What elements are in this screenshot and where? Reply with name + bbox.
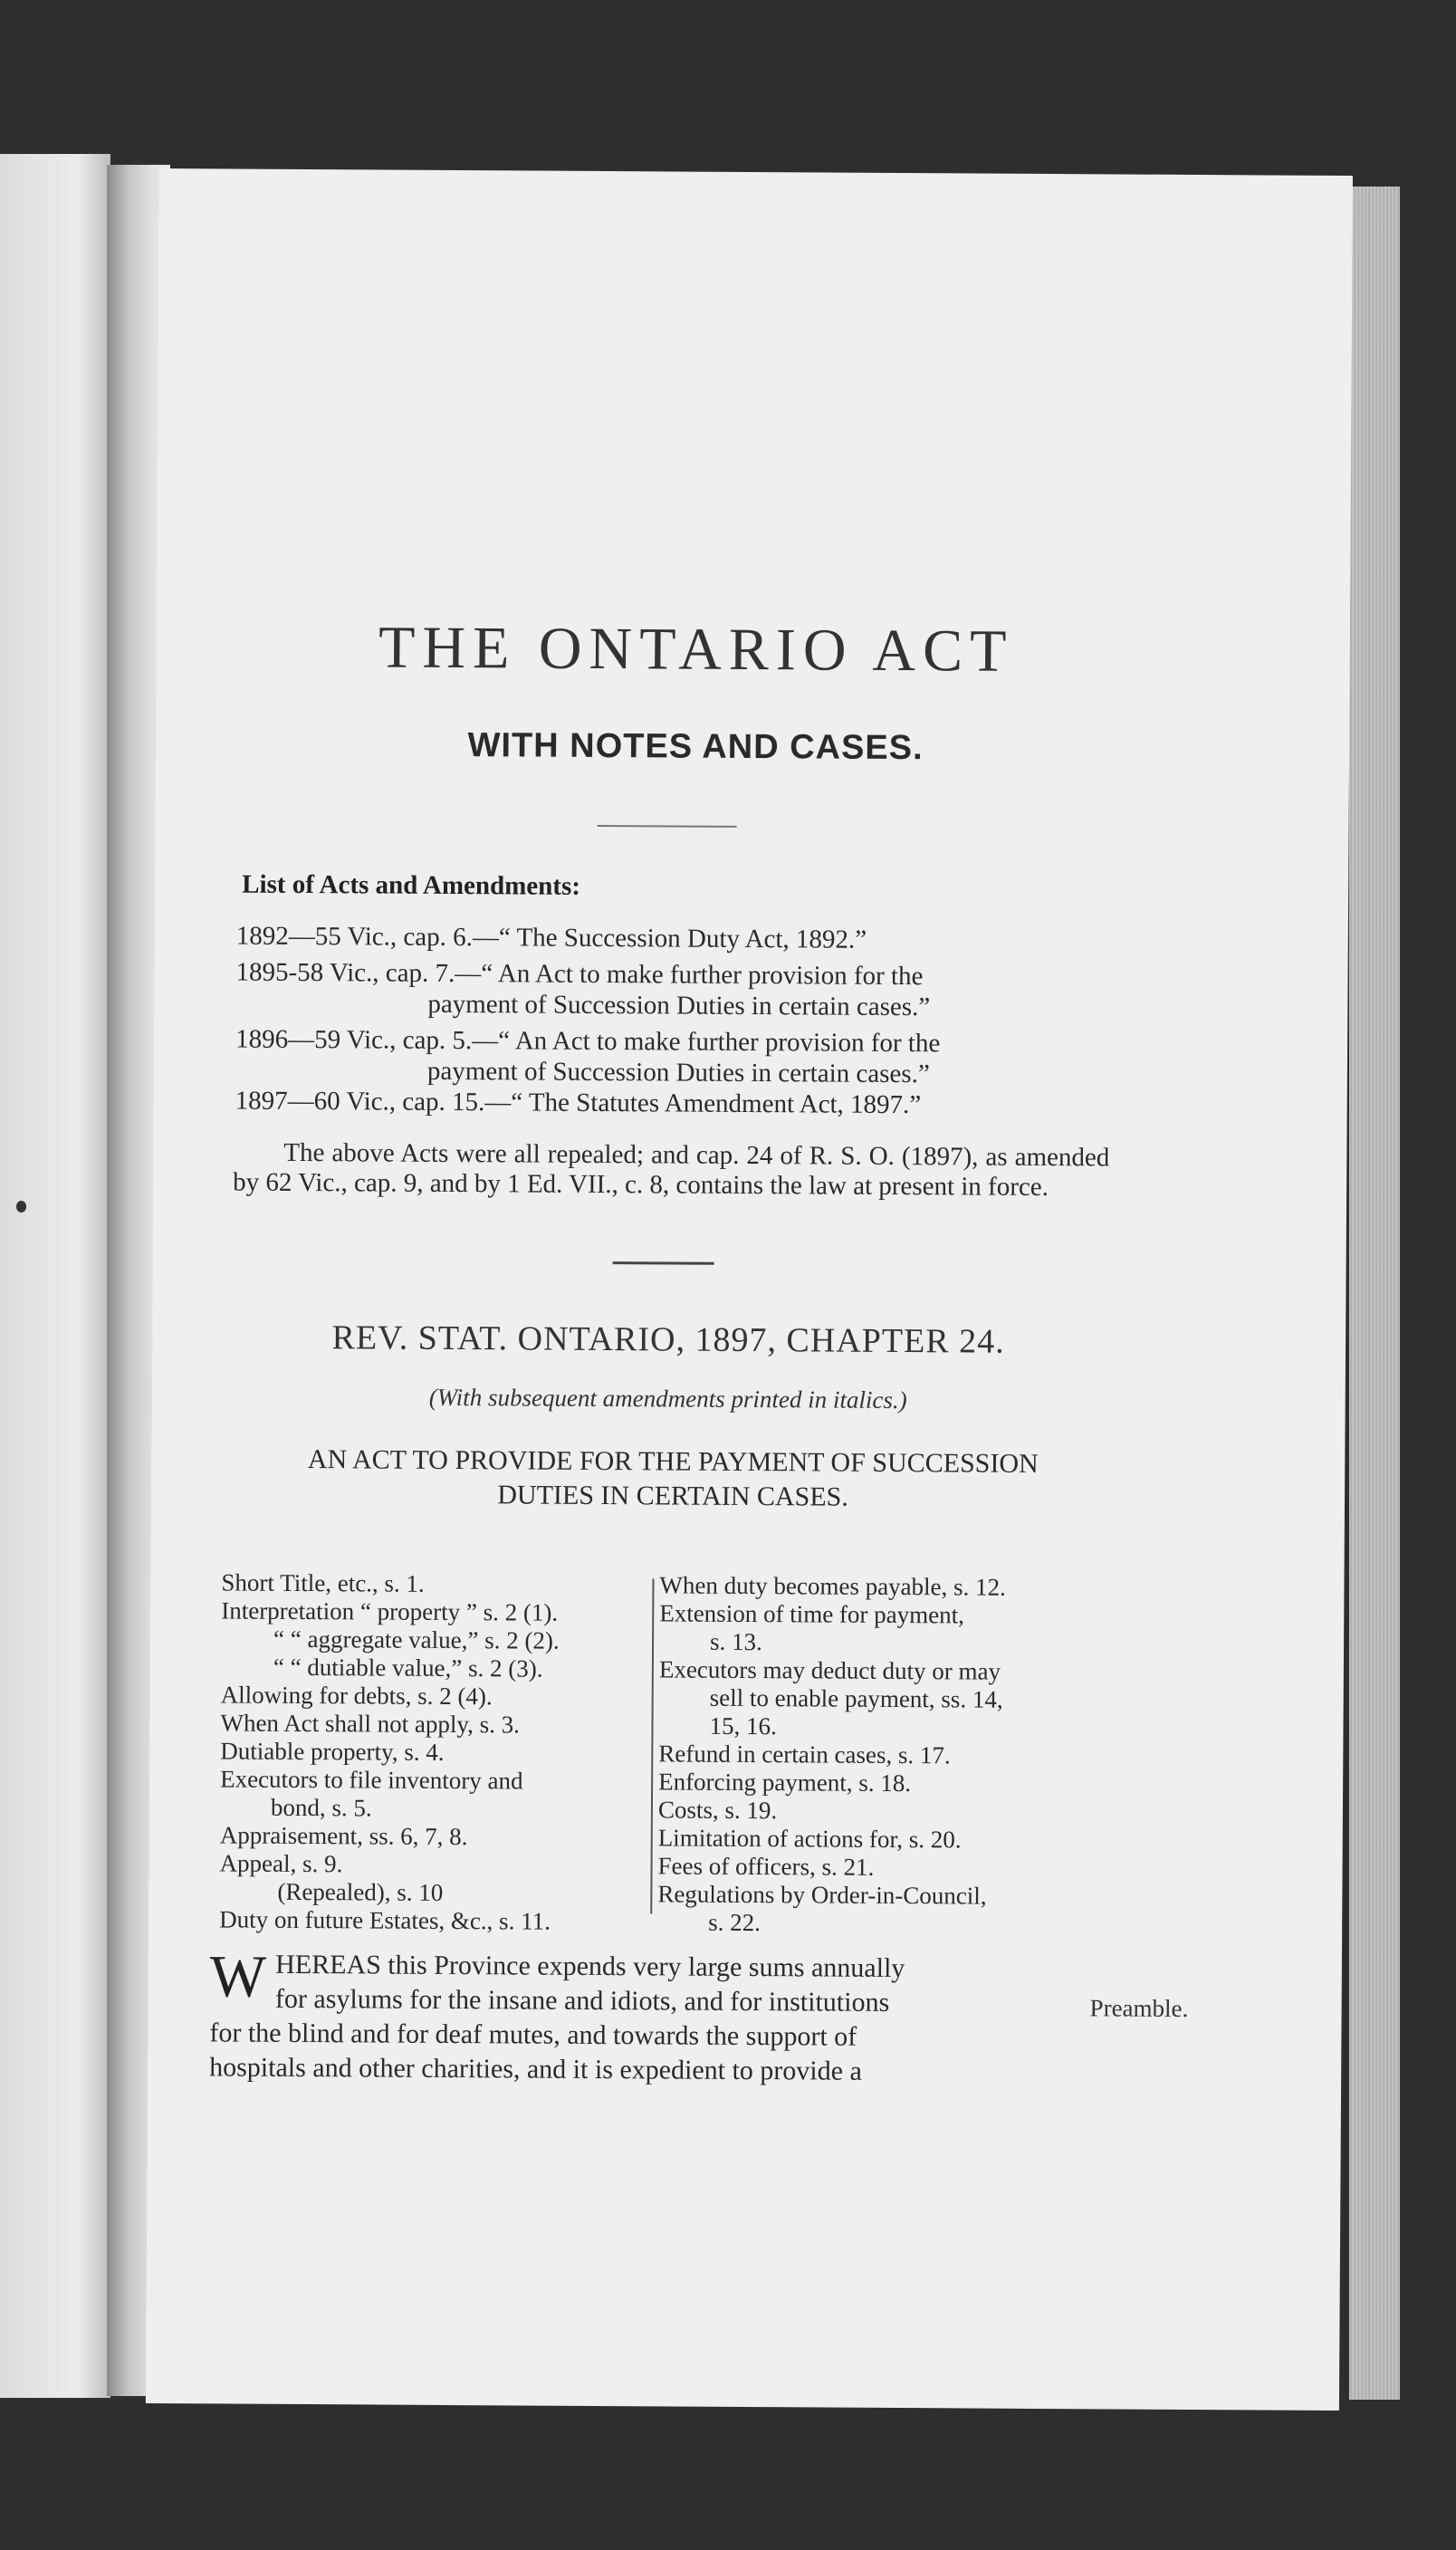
divider-rule [598,825,737,828]
index-item: s. 13. [709,1627,762,1656]
section-index [219,1568,1127,1937]
act-entry-continuation: payment of Succession Duties in certain cases.” [427,989,931,1022]
acts-list-heading: List of Acts and Amendments: [242,869,581,901]
preamble-line: for asylums for the insane and idiots, and for institutions [274,1983,890,2018]
index-item: Fees of officers, s. 21. [657,1852,875,1881]
index-item: 15, 16. [709,1711,777,1740]
preamble-line: HEREAS this Province expends very large sums annually [275,1949,905,1984]
index-item: Allowing for debts, s. 2 (4). [220,1681,493,1711]
margin-note: Preamble. [1089,1994,1189,2022]
index-item: s. 22. [708,1908,762,1937]
index-item: When Act shall not apply, s. 3. [220,1709,521,1739]
act-title-line: DUTIES IN CERTAIN CASES. [497,1480,848,1512]
act-entry-continuation: payment of Succession Duties in certain cases.” [426,1056,930,1089]
preamble-line: for the blind and for deaf mutes, and towards the support of [209,2018,857,2052]
act-title-line: AN ACT TO PROVIDE FOR THE PAYMENT OF SUCCESSION [307,1444,1039,1479]
index-item: “ “ dutiable value,” s. 2 (3). [273,1653,543,1682]
index-item: Executors to file inventory and [220,1765,523,1795]
act-entry: 1895-58 Vic., cap. 7.—“ An Act to make further provision for the [235,957,924,992]
index-item: Short Title, etc., s. 1. [221,1568,425,1597]
act-title [229,1442,1116,1516]
chapter-heading: REV. STAT. ONTARIO, 1897, CHAPTER 24. [331,1318,1005,1361]
index-item: Extension of time for payment, [659,1599,965,1629]
facing-page-edge [0,154,110,2398]
page-subtitle: WITH NOTES AND CASES. [467,726,924,768]
index-item: Interpretation “ property ” s. 2 (1). [221,1596,559,1626]
drop-cap: W [209,1943,267,2010]
page-title: THE ONTARIO ACT [378,614,1014,685]
index-item: Costs, s. 19. [657,1796,778,1825]
divider-rule [613,1261,714,1265]
index-item: Enforcing payment, s. 18. [658,1768,912,1797]
preamble-text [209,1943,1085,2090]
index-item: When duty becomes payable, s. 12. [659,1571,1006,1601]
index-item: (Repealed), s. 10 [277,1877,444,1906]
index-item: Duty on future Estates, &c., s. 11. [219,1905,551,1935]
index-item: bond, s. 5. [270,1793,372,1822]
repeal-paragraph: The above Acts were all repealed; and cap. 24 of R. S. O. (1897), as amended by 62 Vic., cap. 9, and by 1 Ed. VII., c. 8, contains the law at present in force. [233,1137,1110,1203]
index-item: Appeal, s. 9. [219,1849,343,1878]
index-item: Dutiable property, s. 4. [220,1737,445,1766]
act-entry: 1896—59 Vic., cap. 5.—“ An Act to make further provision for the [235,1024,941,1059]
preamble-line: hospitals and other charities, and it is expedient to provide a [209,2052,862,2086]
index-item: “ “ aggregate value,” s. 2 (2). [273,1625,560,1654]
book-page [146,168,1353,2411]
section-index-right [657,1571,1097,1939]
index-item: Regulations by Order-in-Council, [657,1880,987,1910]
index-item: Refund in certain cases, s. 17. [658,1740,951,1769]
act-entry: 1897—60 Vic., cap. 15.—“ The Statutes Amendment Act, 1897.” [235,1086,922,1120]
page-stack-edge [1349,187,1400,2400]
index-item: Appraisement, ss. 6, 7, 8. [219,1821,468,1851]
index-divider [650,1578,654,1913]
act-entry: 1892—55 Vic., cap. 6.—“ The Succession Duty Act, 1892.” [235,921,867,954]
index-item: Limitation of actions for, s. 20. [657,1824,962,1854]
section-index-left [219,1568,647,1936]
index-item: sell to enable payment, ss. 14, [709,1683,1003,1713]
facing-page-mark [16,1201,26,1213]
chapter-note: (With subsequent amendments printed in italics.) [428,1383,907,1414]
acts-list [235,921,1115,1122]
index-item: Executors may deduct duty or may [658,1655,1001,1685]
